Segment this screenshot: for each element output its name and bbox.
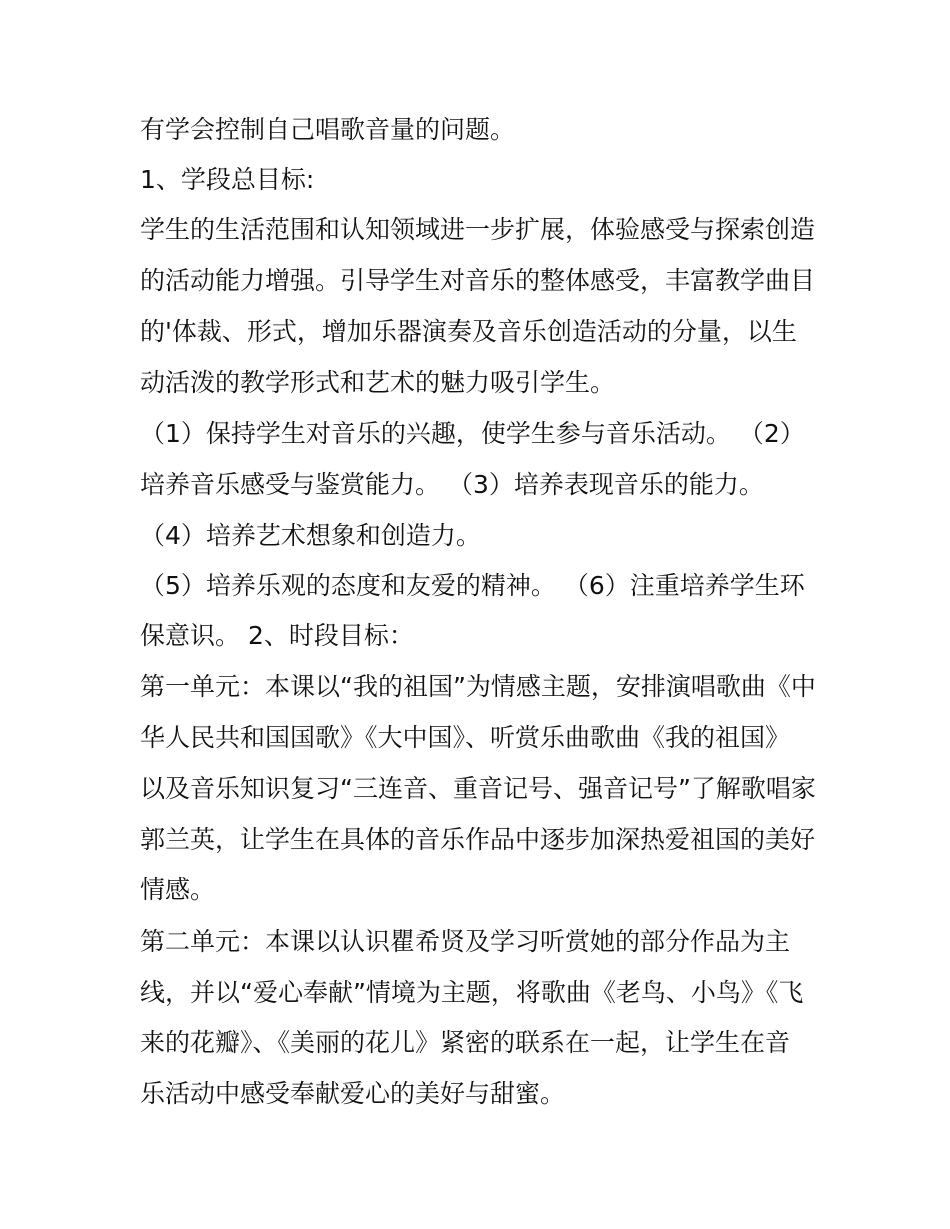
text-line-10: （5）培养乐观的态度和友爱的精神。 （6）注重培养学生环	[140, 571, 805, 600]
text-line-4: 的活动能力增强。引导学生对音乐的整体感受，丰富教学曲目	[140, 266, 816, 295]
text-line-8: 培养音乐感受与鉴赏能力。 （3）培养表现音乐的能力。	[140, 470, 764, 499]
text-line-19: 来的花瓣》、《美丽的花儿》紧密的联系在一起，让学生在音	[140, 1028, 791, 1057]
text-line-18: 线，并以“爱心奉献”情境为主题，将歌曲《老鸟、小鸟》《飞	[140, 978, 804, 1007]
text-line-1: 有学会控制自己唱歌音量的问题。	[140, 115, 516, 144]
text-line-16: 情感。	[140, 875, 216, 904]
text-line-15: 郭兰英，让学生在具体的音乐作品中逐步加深热爱祖国的美好	[140, 825, 816, 854]
text-line-7: （1）保持学生对音乐的兴趣，使学生参与音乐活动。 （2）	[140, 419, 805, 448]
text-line-13: 华人民共和国国歌》《大中国》、听赏乐曲歌曲《我的祖国》	[140, 723, 791, 752]
text-line-3: 学生的生活范围和认知领域进一步扩展，体验感受与探索创造	[140, 215, 816, 244]
text-line-6: 动活泼的教学形式和艺术的魅力吸引学生。	[140, 368, 616, 397]
text-line-20: 乐活动中感受奉献爱心的美好与甜蜜。	[140, 1079, 566, 1108]
text-line-11: 保意识。 2、时段目标：	[140, 621, 414, 650]
text-line-9: （4）培养艺术想象和创造力。	[140, 521, 481, 550]
text-line-2: 1、学段总目标:	[140, 165, 315, 194]
text-line-17: 第二单元：本课以认识瞿希贤及学习听赏她的部分作品为主	[140, 927, 791, 956]
text-line-14: 以及音乐知识复习“三连音、重音记号、强音记号”了解歌唱家	[140, 774, 816, 803]
text-line-5: 的'体裁、形式，增加乐器演奏及音乐创造活动的分量，以生	[140, 317, 797, 346]
text-line-12: 第一单元：本课以“我的祖国”为情感主题，安排演唱歌曲《中	[140, 672, 816, 701]
